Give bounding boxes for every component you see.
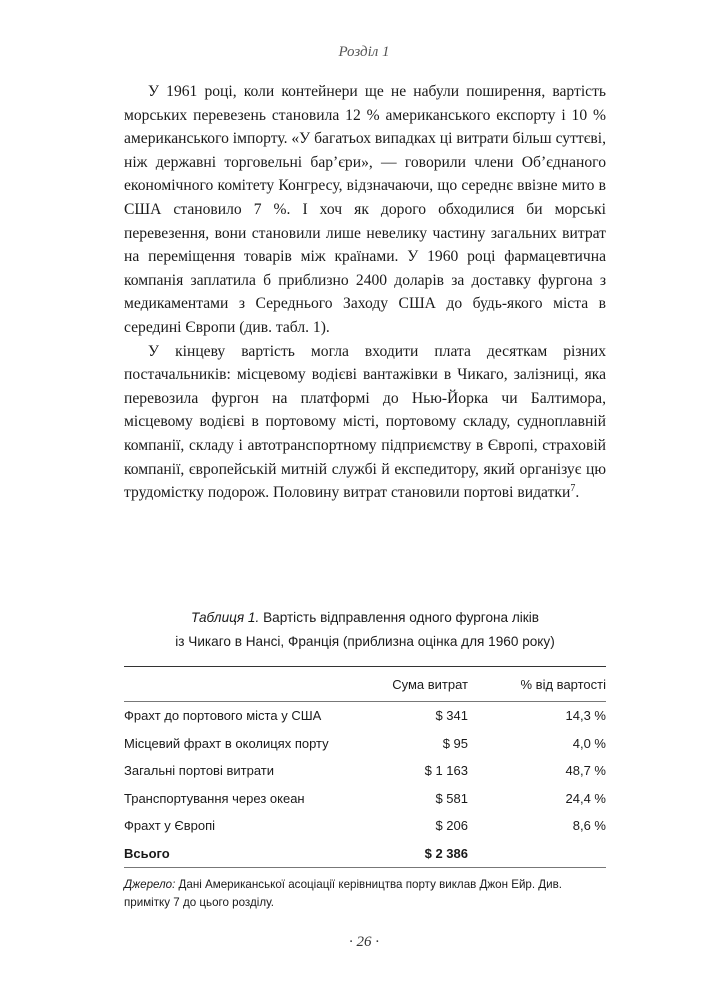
paragraph-2 [124, 340, 606, 505]
total-item: Всього [124, 845, 170, 861]
row-item: Фрахт до портового міста у США [124, 708, 322, 724]
header-item [124, 667, 362, 702]
source-label: Джерело: [124, 878, 176, 891]
row-percent: 48,7 % [565, 763, 606, 779]
row-percent: 14,3 % [565, 708, 606, 724]
table-header-row [124, 667, 606, 702]
row-percent: 8,6 % [572, 818, 606, 834]
body-text [124, 80, 606, 505]
row-amount: $ 581 [435, 790, 468, 806]
table-row [124, 730, 606, 758]
table-caption-line-1 [124, 606, 606, 630]
paragraph-2-text: У кінцеву вартість могла входити плата десяткам різних постачальників: місцевому водієві вантажівки в Чикаго, залізниці, яка перевозила фургон на платформі до Нью-Йорка чи Балтимора, місцевому водієві в портовому місті, портовому складу, судноплавній компанії, складу і автотранспортному підприємству в Європі, страховій компанії, європейській митній службі й експедитору, який організує цю трудомістку подорож. Половину витрат становили портові видатки [124, 342, 606, 502]
table-caption-line-2: із Чикаго в Нансі, Франція (приблизна оцінка для 1960 року) [175, 634, 555, 649]
footnote-marker[interactable]: 7 [570, 482, 576, 494]
table-total-row [124, 840, 606, 868]
table-row [124, 702, 606, 730]
row-item: Фрахт у Європі [124, 818, 216, 834]
row-item: Транспортування через океан [124, 790, 305, 806]
page-number: · 26 · [349, 934, 379, 950]
table-source [124, 876, 606, 912]
total-amount: $ 2 386 [424, 845, 468, 861]
paragraph-1: У 1961 році, коли контейнери ще не набули поширення, вартість морських перевезень становила 12 % американського експорту і 10 % американського імпорту. «У багатьох випадках ці витрати більш суттєві, ніж державні торговельні бар’єри», — говорили члени Об’єднаного економічного комітету Конгресу, відзначаючи, що середнє ввізне мито в США становило 7 %. І хоч як дорого обходилися би морські перевезення, вони становили лише невелику частину загальних витрат на переміщення товарів між країнами. У 1960 році фармацевтична компанія заплатила б приблизно 2400 доларів за доставку фургона з медикаментами з Середнього Заходу США до будь-якого міста в середині Європи (див. табл. 1). [124, 83, 606, 336]
total-percent [468, 840, 606, 868]
row-item: Місцевий фрахт в околицях порту [124, 735, 329, 751]
row-amount: $ 206 [435, 818, 468, 834]
running-head: Розділ 1 [338, 44, 390, 60]
table-caption-title: Вартість відправлення одного фургона ліків [263, 610, 539, 625]
row-amount: $ 95 [442, 735, 468, 751]
cost-table [124, 666, 606, 868]
table-row [124, 785, 606, 813]
table-caption [124, 606, 606, 654]
table-caption-label: Таблиця 1. [190, 610, 260, 625]
row-percent: 4,0 % [572, 735, 606, 751]
paragraph-2-end: . [575, 484, 580, 502]
row-amount: $ 1 163 [424, 763, 468, 779]
row-amount: $ 341 [435, 708, 468, 724]
table-row [124, 757, 606, 785]
header-percent: % від вартості [520, 676, 606, 692]
header-amount: Сума витрат [392, 676, 468, 692]
row-item: Загальні портові витрати [124, 763, 274, 779]
row-percent: 24,4 % [565, 790, 606, 806]
table-row [124, 812, 606, 840]
source-text: Дані Американської асоціації керівництва порту виклав Джон Ейр. Див. примітку 7 до цього розділу. [124, 878, 563, 909]
